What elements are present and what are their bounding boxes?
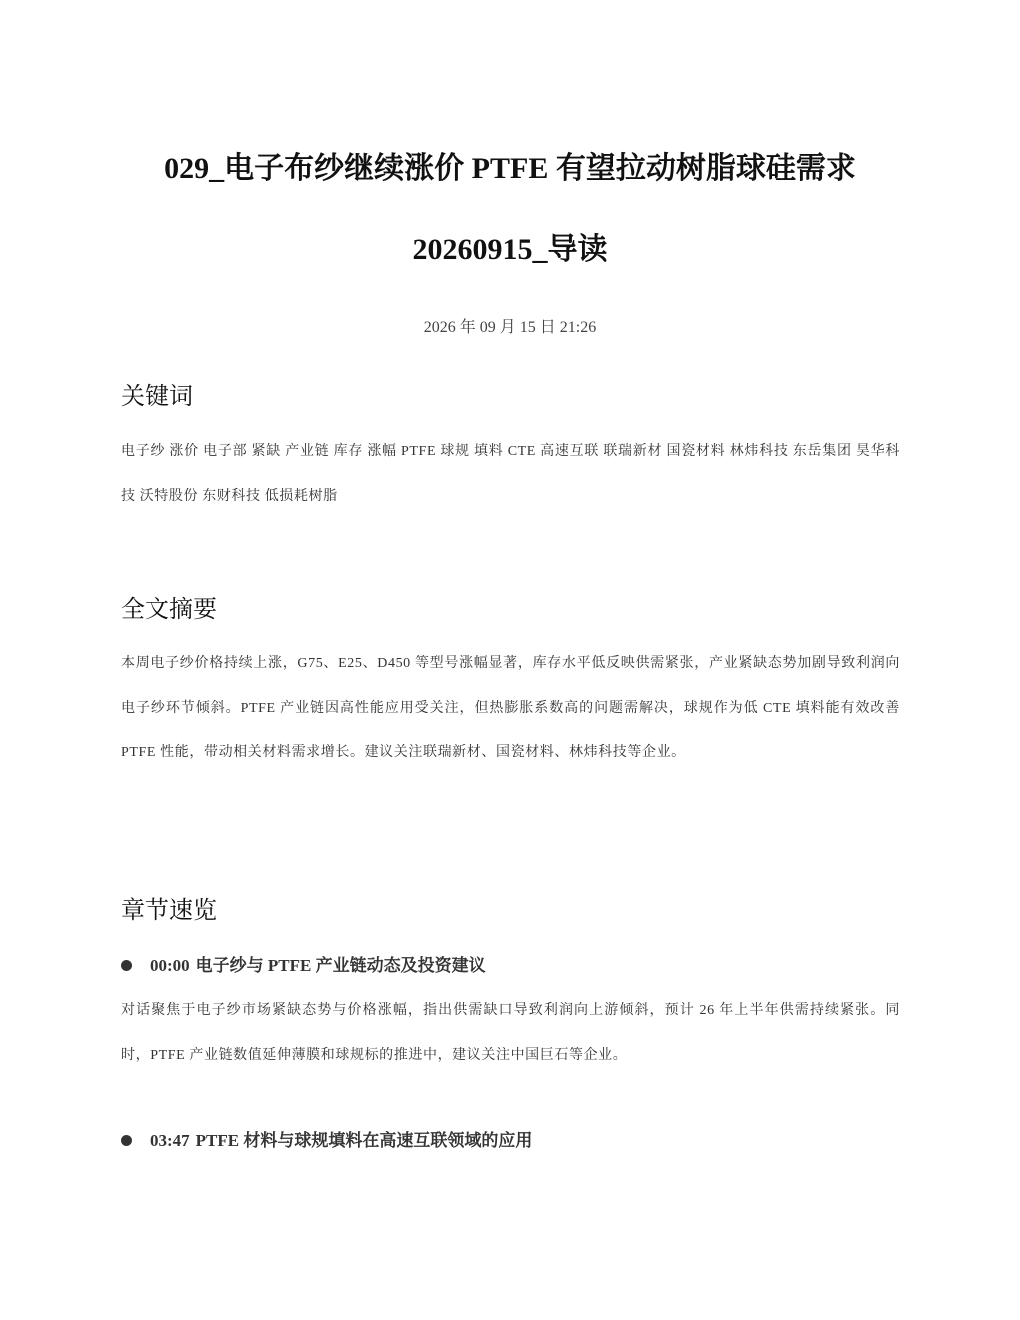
keywords-text: 电子纱 涨价 电子部 紧缺 产业链 库存 涨幅 PTFE 球规 填料 CTE 高速互联 联瑞新材 国瓷材料 林炜科技 东岳集团 昊华科技 沃特股份 东财科技 低损耗树脂 xyxy=(121,444,900,504)
chapter-title xyxy=(150,954,486,978)
bullet-icon xyxy=(121,1135,132,1146)
chapter-item xyxy=(121,954,900,978)
bullet-icon xyxy=(121,960,132,971)
keywords-heading: 关键词 xyxy=(121,382,193,410)
chapters-heading: 章节速览 xyxy=(121,896,217,924)
chapter-item xyxy=(121,1129,900,1153)
summary-text: 本周电子纱价格持续上涨，G75、E25、D450 等型号涨幅显著，库存水平低反映供需紧张，产业紧缺态势加剧导致利润向电子纱环节倾斜。PTFE 产业链因高性能应用受关注，但热膨胀系数高的问题需解决，球规作为低 CTE 填料能有效改善 PTFE 性能，带动相关材料需求增长。建议关注联瑞新材、国瓷材料、林炜科技等企业。 xyxy=(121,656,900,760)
chapter-title-text: PTFE 材料与球规填料在高速互联领域的应用 xyxy=(195,1131,533,1150)
document-datetime: 2026 年 09 月 15 日 21:26 xyxy=(423,319,597,336)
chapter-title xyxy=(150,1129,532,1153)
chapter-title-text: 电子纱与 PTFE 产业链动态及投资建议 xyxy=(195,956,486,975)
document-title-line2: 20260915_导读 xyxy=(412,233,608,266)
chapter-time: 03:47 xyxy=(150,1131,190,1150)
summary-heading: 全文摘要 xyxy=(121,595,217,623)
chapter-time: 00:00 xyxy=(150,956,190,975)
chapter-description: 对话聚焦于电子纱市场紧缺态势与价格涨幅，指出供需缺口导致利润向上游倾斜，预计 26 年上半年供需持续紧张。同时，PTFE 产业链数值延伸薄膜和球规标的推进中，建议关注中国巨石等企业。 xyxy=(121,1003,900,1063)
document-title-line1: 029_电子布纱继续涨价 PTFE 有望拉动树脂球硅需求 xyxy=(164,152,856,185)
